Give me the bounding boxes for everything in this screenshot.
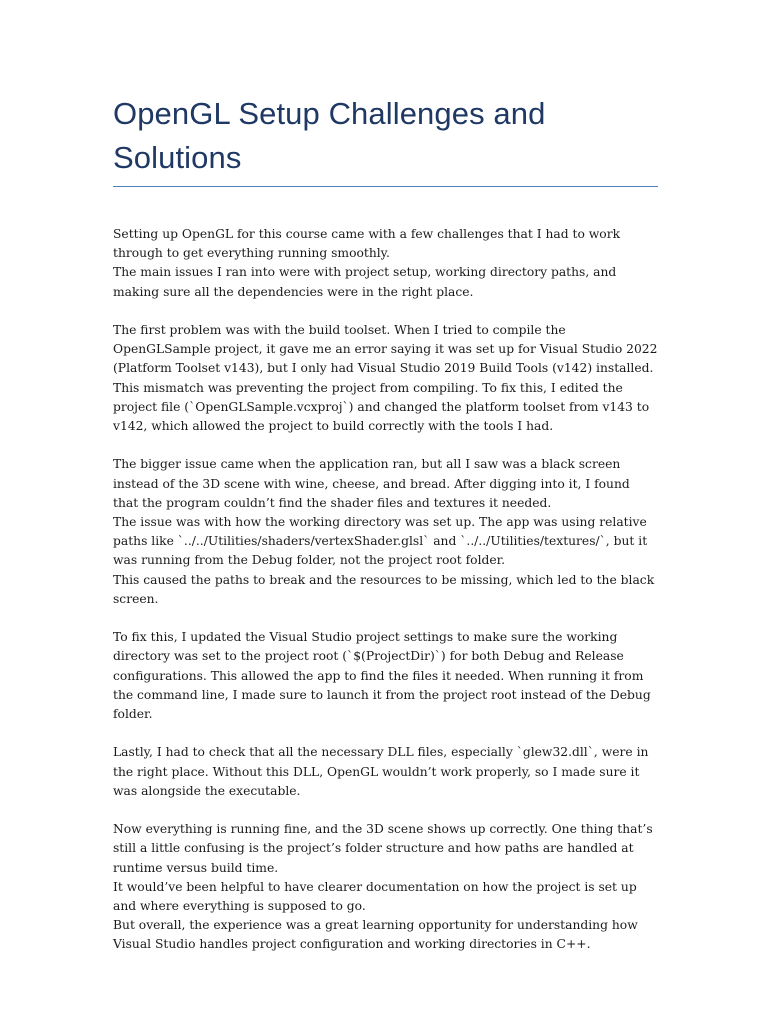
paragraph-line: The first problem was with the build toolset. When I tried to compile the OpenGLSample project, it gave me an error saying it was set up for Visual Studio 2022 (Platform Toolset v143), but I only had Visual Studio 2019 Build Tools (v142) installed. bbox=[113, 323, 658, 376]
paragraph bbox=[113, 321, 658, 436]
document-body bbox=[113, 225, 658, 955]
paragraph-line: Now everything is running fine, and the 3D scene shows up correctly. One thing that’s still a little confusing is the project’s folder structure and how paths are handled at runtime versus build time. bbox=[113, 822, 653, 875]
paragraph-line: The bigger issue came when the application ran, but all I saw was a black screen instead of the 3D scene with wine, cheese, and bread. After digging into it, I found that the program couldn’t find the shader files and textures it needed. bbox=[113, 457, 630, 510]
paragraph bbox=[113, 455, 658, 609]
document-title: OpenGL Setup Challenges and Solutions bbox=[113, 92, 658, 187]
paragraph bbox=[113, 628, 658, 724]
paragraph-line: Setting up OpenGL for this course came with a few challenges that I had to work through to get everything running smoothly. bbox=[113, 227, 621, 261]
document-page bbox=[113, 92, 658, 974]
paragraph bbox=[113, 820, 658, 954]
paragraph bbox=[113, 225, 658, 302]
paragraph-line: Lastly, I had to check that all the necessary DLL files, especially `glew32.dll`, were in the right place. Without this DLL, OpenGL wouldn’t work properly, so I made sure it was alongside the executable. bbox=[113, 745, 649, 798]
paragraph-line: It would’ve been helpful to have clearer documentation on how the project is set up and where everything is supposed to go. bbox=[113, 879, 637, 914]
paragraph-line: But overall, the experience was a great learning opportunity for understanding how Visual Studio handles project configuration and working directories in C++. bbox=[113, 918, 638, 952]
paragraph bbox=[113, 743, 658, 801]
paragraph-line: The main issues I ran into were with project setup, working directory paths, and making sure all the dependencies were in the right place. bbox=[113, 265, 617, 299]
paragraph-line: This mismatch was preventing the project from compiling. To fix this, I edited the project file (`OpenGLSample.vcxproj`) and changed the platform toolset from v143 to v142, which allowed the project to build correctly with the tools I had. bbox=[113, 380, 650, 434]
paragraph-line: The issue was with how the working directory was set up. The app was using relative paths like `../../Utilities/shaders/vertexShader.glsl` and `../../Utilities/textures/`, but it was running from the Debug folder, not the project root folder. bbox=[113, 515, 648, 568]
paragraph-line: To fix this, I updated the Visual Studio project settings to make sure the working directory was set to the project root (`$(ProjectDir)`) for both Debug and Release configurations. This allowed the app to find the files it needed. When running it from the command line, I made sure to launch it from the project root instead of the Debug folder. bbox=[113, 630, 651, 722]
paragraph-line: This caused the paths to break and the resources to be missing, which led to the black screen. bbox=[113, 572, 655, 606]
